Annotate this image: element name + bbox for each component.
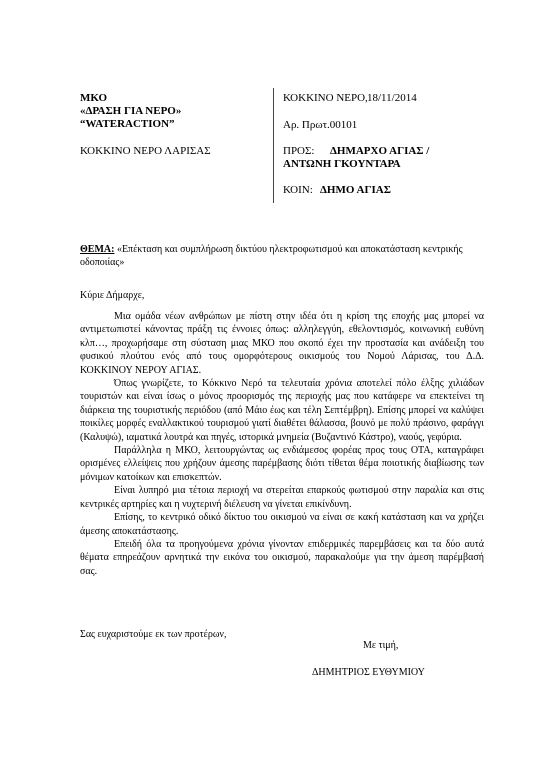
sender-org-name: «ΔΡΑΣΗ ΓΙΑ ΝΕΡΟ» [80,105,182,117]
body-paragraph: Επίσης, το κεντρικό οδικό δίκτυο του οικισμού να είναι σε κακή κατάσταση και να χρήζει άμεσης αποκατάστασης. [80,512,484,537]
greeting: Κύριε Δήμαρχε, [80,290,145,301]
body-paragraph: Είναι λυπηρό μια τέτοια περιοχή να στερείται επαρκούς φωτισμού στην παραλία και στις κεντρικές αρτηρίες και η νυχτερινή διέλευση να γίνεται επικίνδυνη. [80,485,484,510]
letter-date: 18/11/2014 [367,92,417,104]
letter-place: ΚΟΚΚΙΝΟ ΝΕΡΟ, [283,92,368,104]
closing-line: Σας ευχαριστούμε εκ των προτέρων, [80,629,227,640]
body-paragraph: Επειδή όλα τα προηγούμενα χρόνια γίνονταν επιδερμικές παρεμβάσεις και τα δύο αυτά θέματα επηρεάζουν αρνητικά την εικόνα του οικισμού, παρακαλούμε για την άμεση παρέμβασή σας. [80,538,484,577]
letter-body [80,310,484,578]
signer-name: ΔΗΜΗΤΡΙΟΣ ΕΥΘΥΜΙΟΥ [312,667,425,678]
sender-location: ΚΟΚΚΙΝΟ ΝΕΡΟ ΛΑΡΙΣΑΣ [80,145,211,157]
cc-label: ΚΟΙΝ: [283,184,313,196]
subject-block [80,243,484,269]
subject-label: ΘΕΜΑ: [80,244,115,255]
regards-line: Με τιμή, [363,640,399,651]
protocol-number: Αρ. Πρωτ.00101 [283,119,358,131]
subject-text: «Επέκταση και συμπλήρωση δικτύου ηλεκτροφωτισμού και αποκατάσταση κεντρικής οδοποιίας» [80,244,463,268]
cc-value: ΔΗΜΟ ΑΓΙΑΣ [320,184,391,196]
recipient-line2: ΑΝΤΩΝΗ ΓΚΟΥΝΤΑΡΑ [283,158,401,170]
sender-org-english-name: “WATERACTION” [80,118,175,130]
sender-org-label: ΜΚΟ [80,92,108,104]
body-paragraph: Όπως γνωρίζετε, το Κόκκινο Νερό τα τελευταία χρόνια αποτελεί πόλο έλξης χιλιάδων τουριστών και είναι ίσως ο μόνος προορισμός της περιοχής μας που κατάφερε να επεκτείνει τη διάρκεια της τουριστικής περιόδου (από Μάιο έως και τέλη Σεπτέμβρη). Επίσης μπορεί να καλύψει ποικίλες μορφές εναλλακτικού τουρισμού γιατί διαθέτει θάλασσα, βουνό με πολύ πράσινο, φαράγγι (Καλυψώ), ιαματικά λουτρά και πηγές, ιστορικά μνημεία (Βυζαντινό Κάστρο), ναούς, γεφύρια. [80,378,484,443]
body-paragraph: Μια ομάδα νέων ανθρώπων με πίστη στην ιδέα ότι η κρίση της εποχής μας μπορεί να αντιμετωπιστεί κάνοντας πράξη τις έννοιες όπως: αλληλεγγύη, εθελοντισμός, κοινωνική ευθύνη κλπ…, προχωρήσαμε στη σύσταση μιας ΜΚΟ που σκοπό έχει την προστασία και ανάδειξη του φυσικού πλούτου ενός από τους ομορφότερους οικισμούς του Νομού Λάρισας, του Δ.Δ. ΚΟΚΚΙΝΟΥ ΝΕΡΟΥ ΑΓΙΑΣ. [80,311,484,376]
header-divider [273,88,274,203]
recipient-line1: ΔΗΜΑΡΧΟ ΑΓΙΑΣ / [330,145,430,157]
recipient-label: ΠΡΟΣ: [283,145,315,157]
body-paragraph: Παράλληλα η ΜΚΟ, λειτουργώντας ως ενδιάμεσος φορέας προς τους ΟΤΑ, καταγράφει ορισμένες ελλείψεις που χρήζουν άμεσης παρέμβασης διότι τίθεται θέμα ποιοτικής διαβίωσης των μόνιμων κατοίκων και επισκεπτών. [80,445,484,483]
